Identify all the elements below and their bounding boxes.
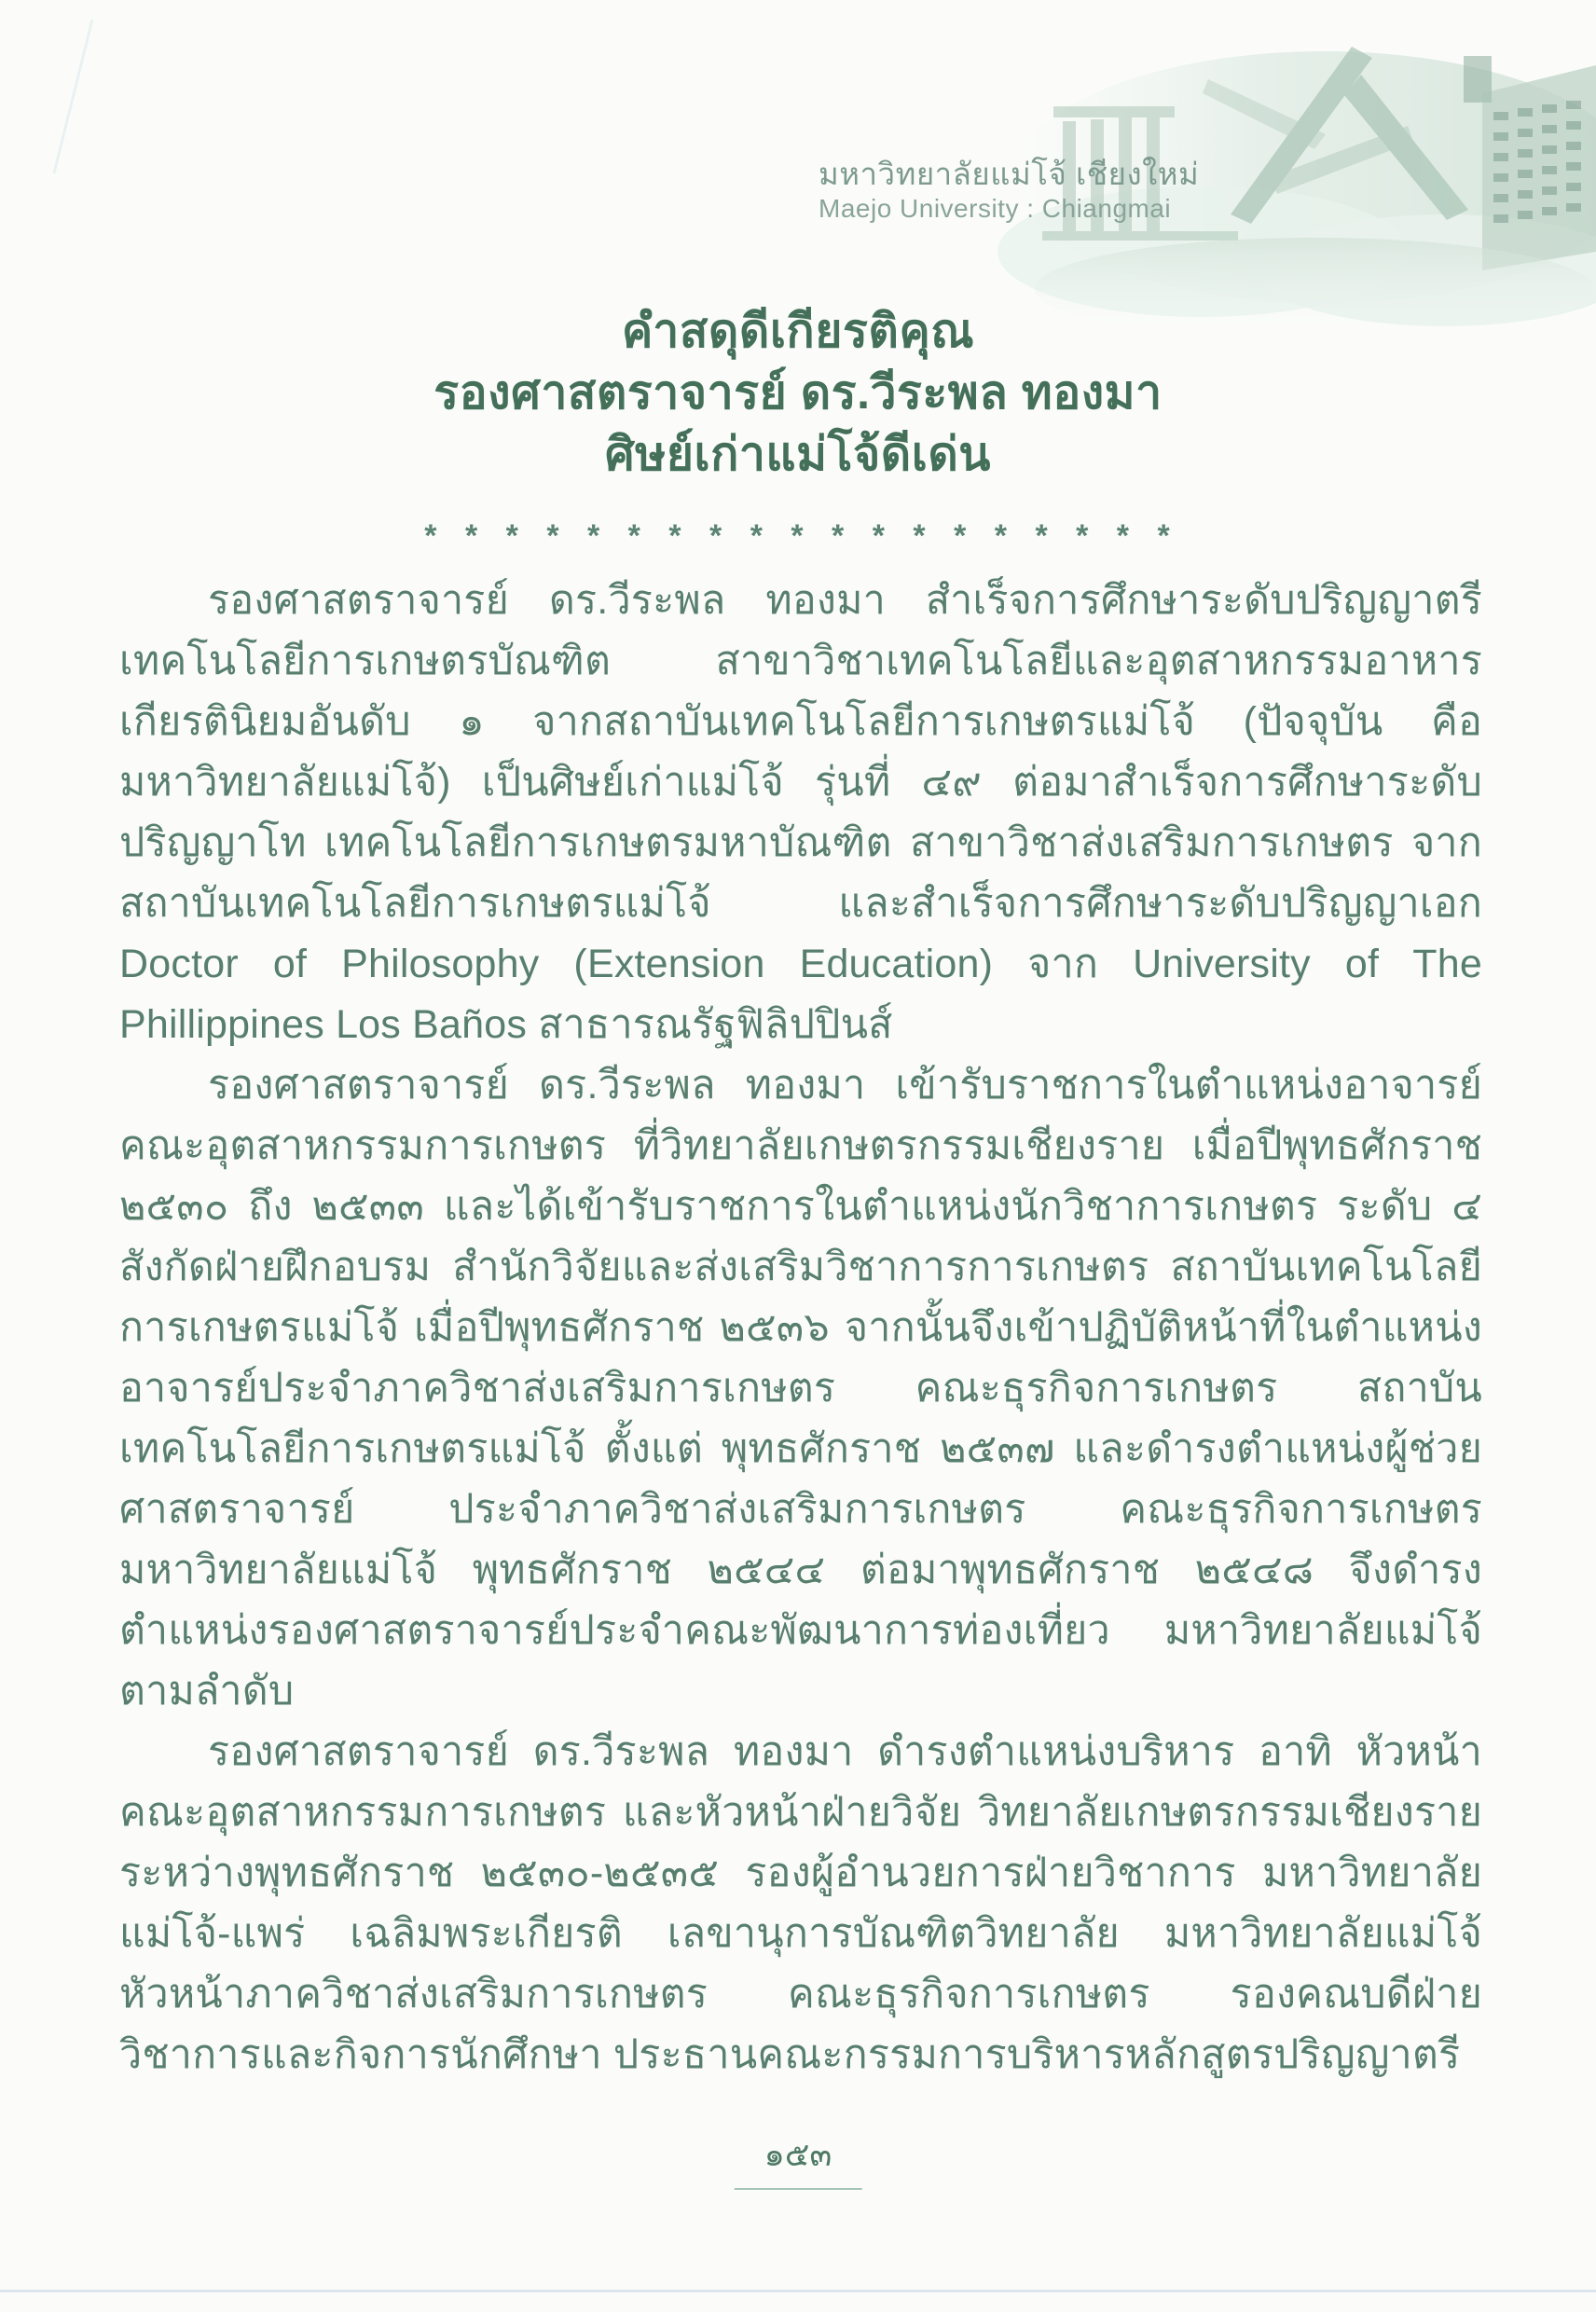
university-name-english: Maejo University : Chiangmai <box>819 193 1172 223</box>
biography-paragraph: รองศาสตราจารย์ ดร.วีระพล ทองมา สำเร็จการศึกษาระดับปริญญาตรี เทคโนโลยีการเกษตรบัณฑิต สาขาวิชาเทคโนโลยีและอุตสาหกรรมอาหาร เกียรตินิยมอันดับ ๑ จากสถาบันเทคโนโลยีการเกษตรแม่โจ้ (ปัจจุบัน คือ มหาวิทยาลัยแม่โจ้) เป็นศิษย์เก่าแม่โจ้ รุ่นที่ ๔๙ ต่อมาสำเร็จการศึกษาระดับปริญญาโท เทคโนโลยีการเกษตรมหาบัณฑิต สาขาวิชาส่งเสริมการเกษตร จากสถาบันเทคโนโลยีการเกษตรแม่โจ้ และสำเร็จการศึกษาระดับปริญญาเอก Doctor of Philosophy (Extension Education) จาก University of The Phillippines Los Baños สาธารณรัฐฟิลิปปินส์ <box>119 578 1482 1047</box>
title-block <box>0 300 1596 555</box>
biography-paragraph: รองศาสตราจารย์ ดร.วีระพล ทองมา เข้ารับราชการในตำแหน่งอาจารย์ คณะอุตสาหกรรมการเกษตร ที่วิทยาลัยเกษตรกรรมเชียงราย เมื่อปีพุทธศักราช ๒๕๓๐ ถึง ๒๕๓๓ และได้เข้ารับราชการในตำแหน่งนักวิชาการเกษตร ระดับ ๔ สังกัดฝ่ายฝึกอบรม สำนักวิจัยและส่งเสริมวิชาการการเกษตร สถาบันเทคโนโลยีการเกษตรแม่โจ้ เมื่อปีพุทธศักราช ๒๕๓๖ จากนั้นจึงเข้าปฏิบัติหน้าที่ในตำแหน่งอาจารย์ประจำภาควิชาส่งเสริมการเกษตร คณะธุรกิจการเกษตร สถาบันเทคโนโลยีการเกษตรแม่โจ้ ตั้งแต่ พุทธศักราช ๒๕๓๗ และดำรงตำแหน่งผู้ช่วยศาสตราจารย์ ประจำภาควิชาส่งเสริมการเกษตร คณะธุรกิจการเกษตร มหาวิทยาลัยแม่โจ้ พุทธศักราช ๒๕๔๔ ต่อมาพุทธศักราช ๒๕๔๘ จึงดำรงตำแหน่งรองศาสตราจารย์ประจำคณะพัฒนาการท่องเที่ยว มหาวิทยาลัยแม่โจ้ ตามลำดับ <box>119 1063 1482 1713</box>
award-title: ศิษย์เก่าแม่โจ้ดีเด่น <box>605 428 991 480</box>
biography-content <box>119 571 1482 2085</box>
university-name-thai: มหาวิทยาลัยแม่โจ้ เชียงใหม่ <box>819 157 1200 191</box>
biography-paragraph: รองศาสตราจารย์ ดร.วีระพล ทองมา ดำรงตำแหน่งบริหาร อาทิ หัวหน้าคณะอุตสาหกรรมการเกษตร และหัวหน้าฝ่ายวิจัย วิทยาลัยเกษตรกรรมเชียงราย ระหว่างพุทธศักราช ๒๕๓๐-๒๕๓๕ รองผู้อำนวยการฝ่ายวิชาการ มหาวิทยาลัยแม่โจ้-แพร่ เฉลิมพระเกียรติ เลขานุการบัณฑิตวิทยาลัย มหาวิทยาลัยแม่โจ้ หัวหน้าภาควิชาส่งเสริมการเกษตร คณะธุรกิจการเกษตร รองคณบดีฝ่ายวิชาการและกิจการนักศึกษา ประธานคณะกรรมการบริหารหลักสูตรปริญญาตรี <box>119 1729 1482 2077</box>
asterisk-divider: * * * * * * * * * * * * * * * * * * * <box>424 518 1172 554</box>
page-number: ๑๕๓ <box>735 2129 862 2190</box>
honoree-name: รองศาสตราจารย์ ดร.วีระพล ทองมา <box>433 366 1163 419</box>
scan-edge-line <box>0 2290 1596 2292</box>
university-header <box>819 157 1199 224</box>
document-title: คำสดุดีเกียรติคุณ <box>621 305 975 357</box>
tall-building-shape <box>1464 56 1596 270</box>
scan-artifact-mark <box>0 4 93 174</box>
